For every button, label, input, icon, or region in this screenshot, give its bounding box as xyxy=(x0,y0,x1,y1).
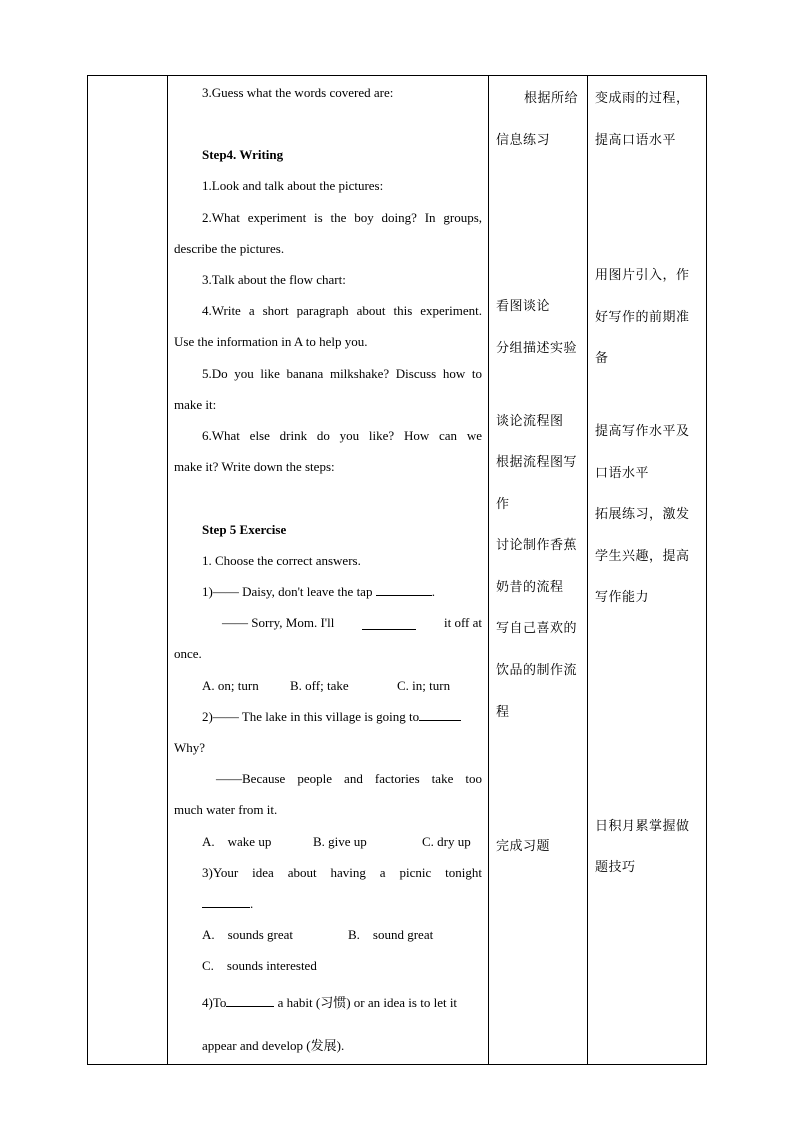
answer-blank xyxy=(419,709,461,721)
exercise-heading: Step 5 Exercise xyxy=(202,522,287,537)
writing-step-5-cont: make it: xyxy=(174,397,217,412)
question-1-line-2: —— Sorry, Mom. I'll it off at xyxy=(222,615,482,630)
purpose-text: 备 xyxy=(595,351,609,366)
question-2-option-a: A. wake up xyxy=(202,834,272,849)
teaching-content-cell xyxy=(168,76,488,1064)
purpose-text: 提高写作水平及 xyxy=(595,424,690,439)
question-2-line-1: 2)—— The lake in this village is going to xyxy=(202,709,461,725)
question-3-option-a: A. sounds great xyxy=(202,927,293,942)
question-4-line-1: 4)To a habit (习惯) or an idea is to let it xyxy=(202,995,458,1010)
purpose-text: 学生兴趣，提高 xyxy=(595,549,690,564)
question-2-option-c: C. dry up xyxy=(422,834,471,849)
student-activity-cell xyxy=(488,76,586,1064)
writing-step-4-cont: Use the information in A to help you. xyxy=(174,334,368,349)
question-3-line-1: 3)Your idea about having a picnic tonight xyxy=(202,865,482,880)
writing-step-1: 1.Look and talk about the pictures: xyxy=(202,178,384,193)
question-1-option-c: C. in; turn xyxy=(397,678,451,693)
activity-text: 饮品的制作流 xyxy=(496,663,578,678)
purpose-text: 口语水平 xyxy=(595,466,650,481)
question-1-line-1: 1)—— Daisy, don't leave the tap . xyxy=(202,584,435,599)
writing-step-6: 6.What else drink do you like? How can we xyxy=(202,428,482,443)
writing-step-2: 2.What experiment is the boy doing? In groups, xyxy=(202,210,482,225)
writing-step-4: 4.Write a short paragraph about this experiment. xyxy=(202,303,482,318)
purpose-text: 好写作的前期准 xyxy=(595,310,690,325)
writing-step-6-cont: make it? Write down the steps: xyxy=(174,459,335,474)
purpose-text: 写作能力 xyxy=(595,590,650,605)
answer-blank xyxy=(376,584,432,596)
lesson-plan-table xyxy=(87,75,707,1065)
activity-text: 根据流程图写 xyxy=(496,455,578,470)
purpose-text: 题技巧 xyxy=(595,860,636,875)
answer-blank xyxy=(362,618,416,630)
purpose-text: 变成雨的过程， xyxy=(595,91,690,106)
activity-text: 作 xyxy=(496,497,510,512)
exercise-instruction: 1. Choose the correct answers. xyxy=(202,553,361,568)
activity-text: 程 xyxy=(496,705,510,720)
question-4-line-2: appear and develop (发展). xyxy=(202,1038,345,1053)
design-purpose-cell xyxy=(587,76,705,1064)
activity-text: 谈论流程图 xyxy=(496,414,564,429)
activity-text: 根据所给 xyxy=(523,91,578,106)
purpose-text: 日积月累掌握做 xyxy=(595,819,690,834)
question-1-line-3: once. xyxy=(174,646,202,661)
writing-heading: Step4. Writing xyxy=(202,147,284,162)
activity-text: 分组描述实验 xyxy=(496,341,578,356)
answer-blank xyxy=(226,995,274,1007)
purpose-text: 提高口语水平 xyxy=(595,133,677,148)
activity-text: 完成习题 xyxy=(496,839,551,854)
question-2-line-4: much water from it. xyxy=(174,802,278,817)
guess-line: 3.Guess what the words covered are: xyxy=(202,85,394,100)
question-3-option-b: B. sound great xyxy=(348,927,434,942)
writing-step-5: 5.Do you like banana milkshake? Discuss how to xyxy=(202,366,482,381)
question-2-line-3: ——Because people and factories take too xyxy=(216,771,482,786)
question-2-line-2: Why? xyxy=(174,740,206,755)
activity-text: 奶昔的流程 xyxy=(496,580,564,595)
question-3-option-c: C. sounds interested xyxy=(202,958,317,973)
activity-text: 信息练习 xyxy=(496,133,551,148)
writing-step-2-cont: describe the pictures. xyxy=(174,241,285,256)
question-3-line-2: . xyxy=(202,896,253,912)
question-2-option-b: B. give up xyxy=(313,834,367,849)
purpose-text: 拓展练习，激发 xyxy=(595,507,690,522)
activity-text: 写自己喜欢的 xyxy=(496,621,578,636)
answer-blank xyxy=(202,896,250,908)
activity-text: 讨论制作香蕉 xyxy=(496,538,578,553)
activity-text: 看图谈论 xyxy=(496,299,551,314)
purpose-text: 用图片引入，作 xyxy=(595,268,690,283)
writing-step-3: 3.Talk about the flow chart: xyxy=(202,272,346,287)
question-1-option-a: A. on; turn xyxy=(202,678,259,693)
question-1-option-b: B. off; take xyxy=(290,678,349,693)
